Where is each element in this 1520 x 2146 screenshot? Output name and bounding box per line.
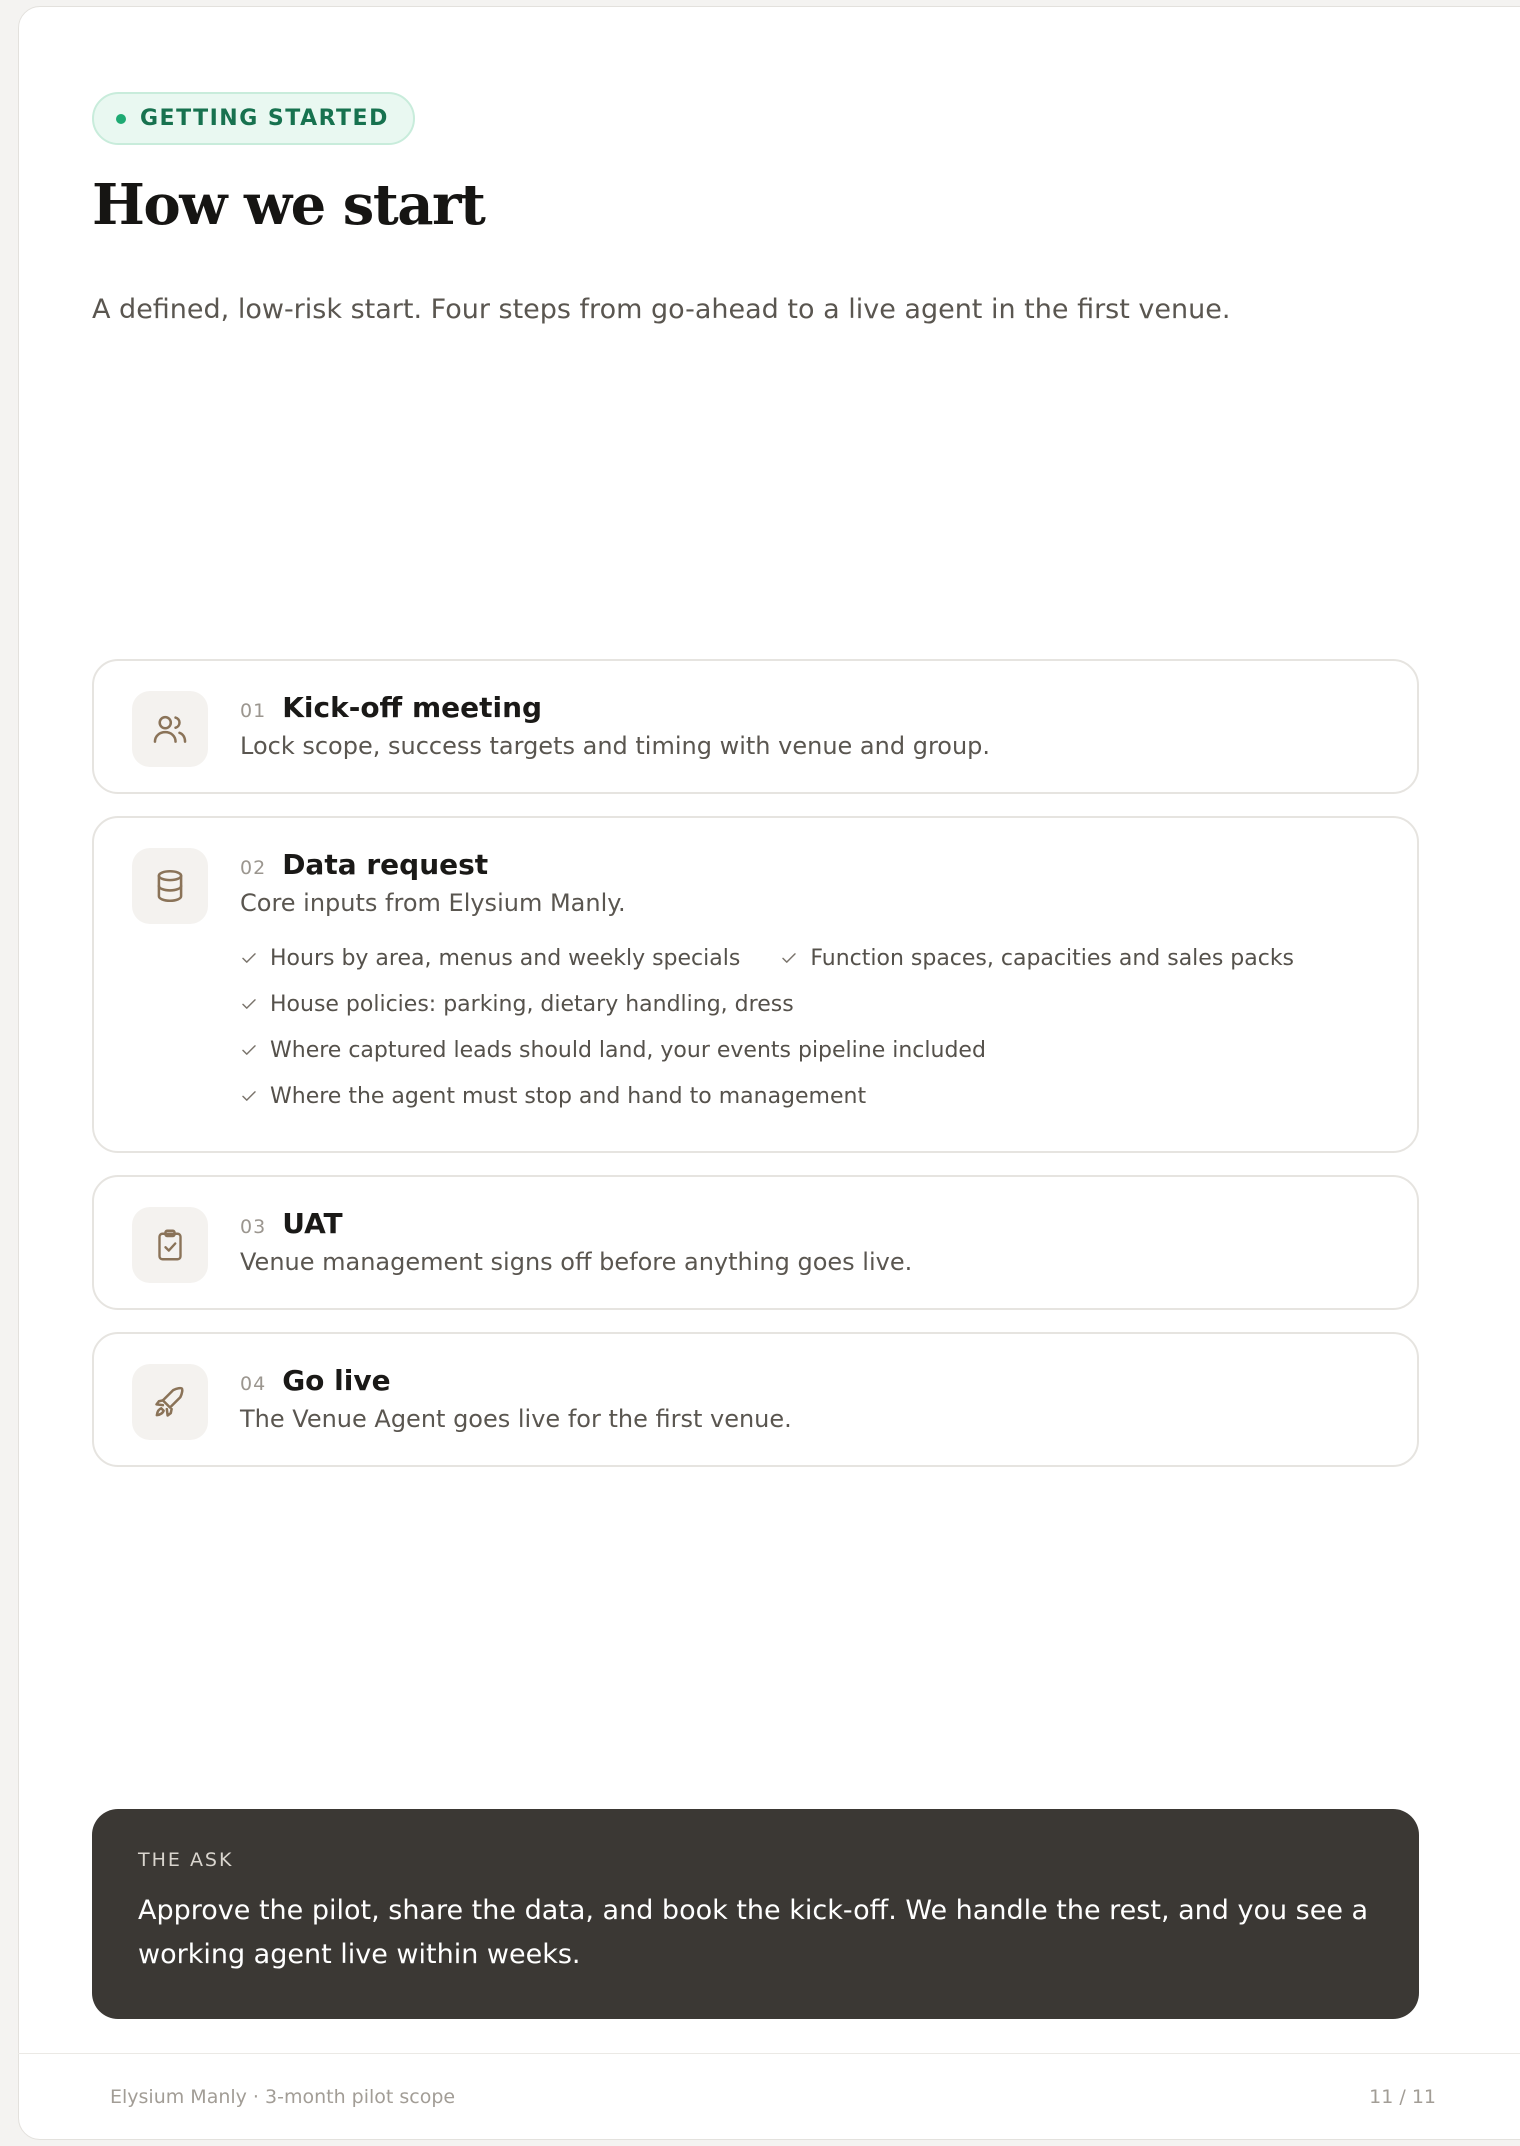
checklist-item — [240, 1073, 866, 1119]
step-description: The Venue Agent goes live for the first venue. — [240, 1405, 792, 1433]
step-title: Go live — [282, 1364, 391, 1397]
page-number: 11 / 11 — [1369, 2086, 1436, 2108]
page-subtitle: A defined, low-risk start. Four steps from go-ahead to a live agent in the first venue. — [92, 294, 1231, 325]
check-icon — [780, 949, 798, 967]
check-icon — [240, 995, 258, 1013]
users-icon — [132, 691, 208, 767]
steps-list — [92, 659, 1419, 1489]
footer-divider — [18, 2053, 1520, 2054]
step-title: Data request — [282, 848, 489, 881]
badge-dot-icon — [116, 114, 126, 124]
step-card-data-request — [92, 816, 1419, 1153]
page-title: How we start — [92, 172, 485, 238]
check-icon — [240, 1041, 258, 1059]
step-number: 03 — [240, 1216, 267, 1238]
checklist-item-label: Function spaces, capacities and sales packs — [810, 945, 1295, 971]
ask-panel — [92, 1809, 1419, 2019]
checklist-item — [240, 1027, 1341, 1073]
checklist-item — [240, 935, 740, 981]
check-icon — [240, 949, 258, 967]
checklist-item — [780, 935, 1294, 981]
data-checklist — [240, 935, 1381, 1119]
step-title: UAT — [282, 1207, 343, 1240]
clipboard-check-icon — [132, 1207, 208, 1283]
section-badge — [92, 92, 415, 145]
step-description: Lock scope, success targets and timing with venue and group. — [240, 732, 991, 760]
database-icon — [132, 848, 208, 924]
step-card-go-live — [92, 1332, 1419, 1467]
step-number: 01 — [240, 700, 267, 722]
checklist-item-label: Where captured leads should land, your events pipeline included — [270, 1037, 986, 1063]
rocket-icon — [132, 1364, 208, 1440]
step-number: 02 — [240, 857, 267, 879]
step-card-uat — [92, 1175, 1419, 1310]
footer-doc-title: Elysium Manly · 3-month pilot scope — [110, 2086, 456, 2108]
ask-label: THE ASK — [138, 1849, 234, 1871]
badge-label: GETTING STARTED — [140, 106, 389, 131]
step-number: 04 — [240, 1373, 267, 1395]
check-icon — [240, 1087, 258, 1105]
step-card-kickoff — [92, 659, 1419, 794]
checklist-item-label: Hours by area, menus and weekly specials — [270, 945, 741, 971]
step-title: Kick-off meeting — [282, 691, 543, 724]
checklist-item-label: Where the agent must stop and hand to management — [270, 1083, 867, 1109]
ask-text: Approve the pilot, share the data, and book the kick-off. We handle the rest, and you see a working agent live within weeks. — [138, 1895, 1369, 1970]
checklist-item — [240, 981, 794, 1027]
checklist-item-label: House policies: parking, dietary handling, dress — [270, 991, 794, 1017]
step-description: Core inputs from Elysium Manly. — [240, 889, 626, 917]
step-description: Venue management signs off before anything goes live. — [240, 1248, 913, 1276]
